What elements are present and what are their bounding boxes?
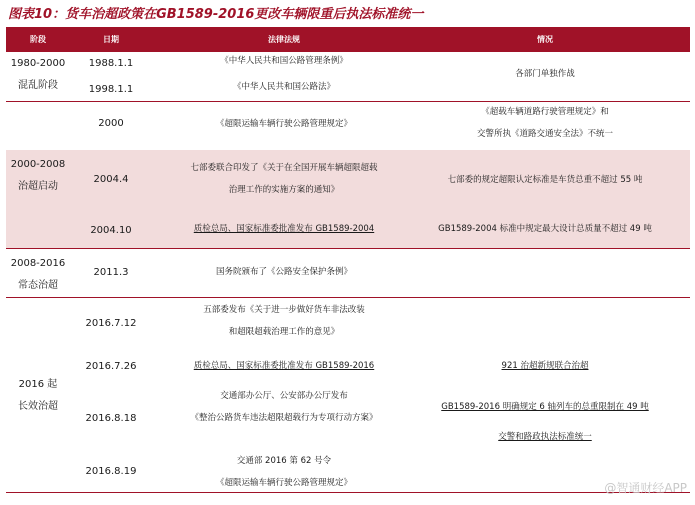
date-1988: 1988.1.1 — [88, 58, 134, 69]
date-1998: 1998.1.1 — [88, 84, 134, 95]
header-date: 日期 — [103, 35, 119, 44]
date-2000: 2000 — [98, 118, 124, 129]
law-line: 《超限运输车辆行驶公路管理规定》 — [215, 478, 352, 488]
law-line: 和超限超载治理工作的意见》 — [228, 327, 340, 337]
date-2016-8-19: 2016.8.19 — [85, 466, 137, 477]
info-2016-7-26: 921 治超新规联合治超 — [501, 361, 589, 371]
law-2011: 国务院颁布了《公路安全保护条例》 — [215, 267, 352, 277]
stage-label: 治超启动 — [18, 181, 58, 192]
header-stage: 阶段 — [30, 35, 46, 44]
law-2016-7-12 — [148, 299, 420, 343]
divider-2 — [6, 248, 690, 249]
stage-2 — [6, 157, 70, 195]
law-line: 五部委发布《关于进一步做好货车非法改装 — [203, 305, 365, 315]
law-line: 交通部 2016 第 62 号令 — [236, 456, 332, 466]
header-info: 情况 — [537, 35, 553, 44]
info-line: 交警和路政执法标准统一 — [498, 432, 592, 442]
law-2000: 《超限运输车辆行驶公路管理规定》 — [215, 119, 352, 129]
stage-1 — [6, 56, 70, 94]
header-law: 法律法规 — [268, 35, 300, 44]
figure-title: 图表10：货车治超政策在GB1589-2016更改车辆限重后执法标准统一 — [8, 7, 424, 22]
law-line: 交通部办公厅、公安部办公厅发布 — [220, 391, 348, 401]
info-stage-1: 各部门单独作战 — [515, 69, 575, 79]
stage-4 — [6, 377, 70, 415]
date-2016-7-26: 2016.7.26 — [85, 361, 137, 372]
law-2016-7-26: 质检总局、国家标准委批准发布 GB1589-2016 — [193, 361, 375, 371]
info-2004-4: 七部委的规定超限认定标准是车货总重不超过 55 吨 — [447, 175, 643, 185]
divider-3 — [6, 297, 690, 298]
stage-year: 1980-2000 — [10, 58, 66, 69]
info-2000 — [400, 101, 690, 145]
law-1988: 《中华人民共和国公路管理条例》 — [220, 56, 348, 66]
law-2016-8-19 — [148, 450, 420, 494]
law-line: 《整治公路货车违法超限超载行为专项行动方案》 — [190, 413, 378, 423]
info-line: 交警所执《道路交通安全法》不统一 — [476, 129, 613, 139]
law-2016-8-18 — [148, 385, 420, 429]
date-2011: 2011.3 — [93, 267, 129, 278]
law-2004-10: 质检总局、国家标准委批准发布 GB1589-2004 — [193, 224, 375, 234]
law-1998: 《中华人民共和国公路法》 — [232, 82, 335, 92]
law-line: 七部委联合印发了《关于在全国开展车辆超限超载 — [190, 163, 378, 173]
date-2016-7-12: 2016.7.12 — [85, 318, 137, 329]
stage-label: 混乱阶段 — [18, 80, 58, 91]
watermark: @智通财经APP — [604, 481, 687, 495]
stage-label: 长效治超 — [18, 401, 58, 412]
stage-3 — [6, 256, 70, 294]
date-2004-4: 2004.4 — [93, 174, 129, 185]
info-line: 《超载车辆道路行驶管理规定》和 — [481, 107, 609, 117]
law-2004-4 — [148, 157, 420, 201]
stage-year: 2016 起 — [18, 379, 58, 390]
info-line: GB1589-2016 明确规定 6 轴列车的总重限制在 49 吨 — [441, 402, 649, 412]
stage-year: 2000-2008 — [10, 159, 66, 170]
stage-label: 常态治超 — [18, 280, 58, 291]
table-header — [6, 28, 690, 52]
info-2004-10: GB1589-2004 标准中规定最大设计总质量不超过 49 吨 — [438, 224, 652, 234]
date-2016-8-18: 2016.8.18 — [85, 413, 137, 424]
stage-year: 2008-2016 — [10, 258, 66, 269]
date-2004-10: 2004.10 — [90, 225, 132, 236]
info-2016-8-18 — [400, 396, 690, 448]
law-line: 治理工作的实施方案的通知》 — [228, 185, 340, 195]
